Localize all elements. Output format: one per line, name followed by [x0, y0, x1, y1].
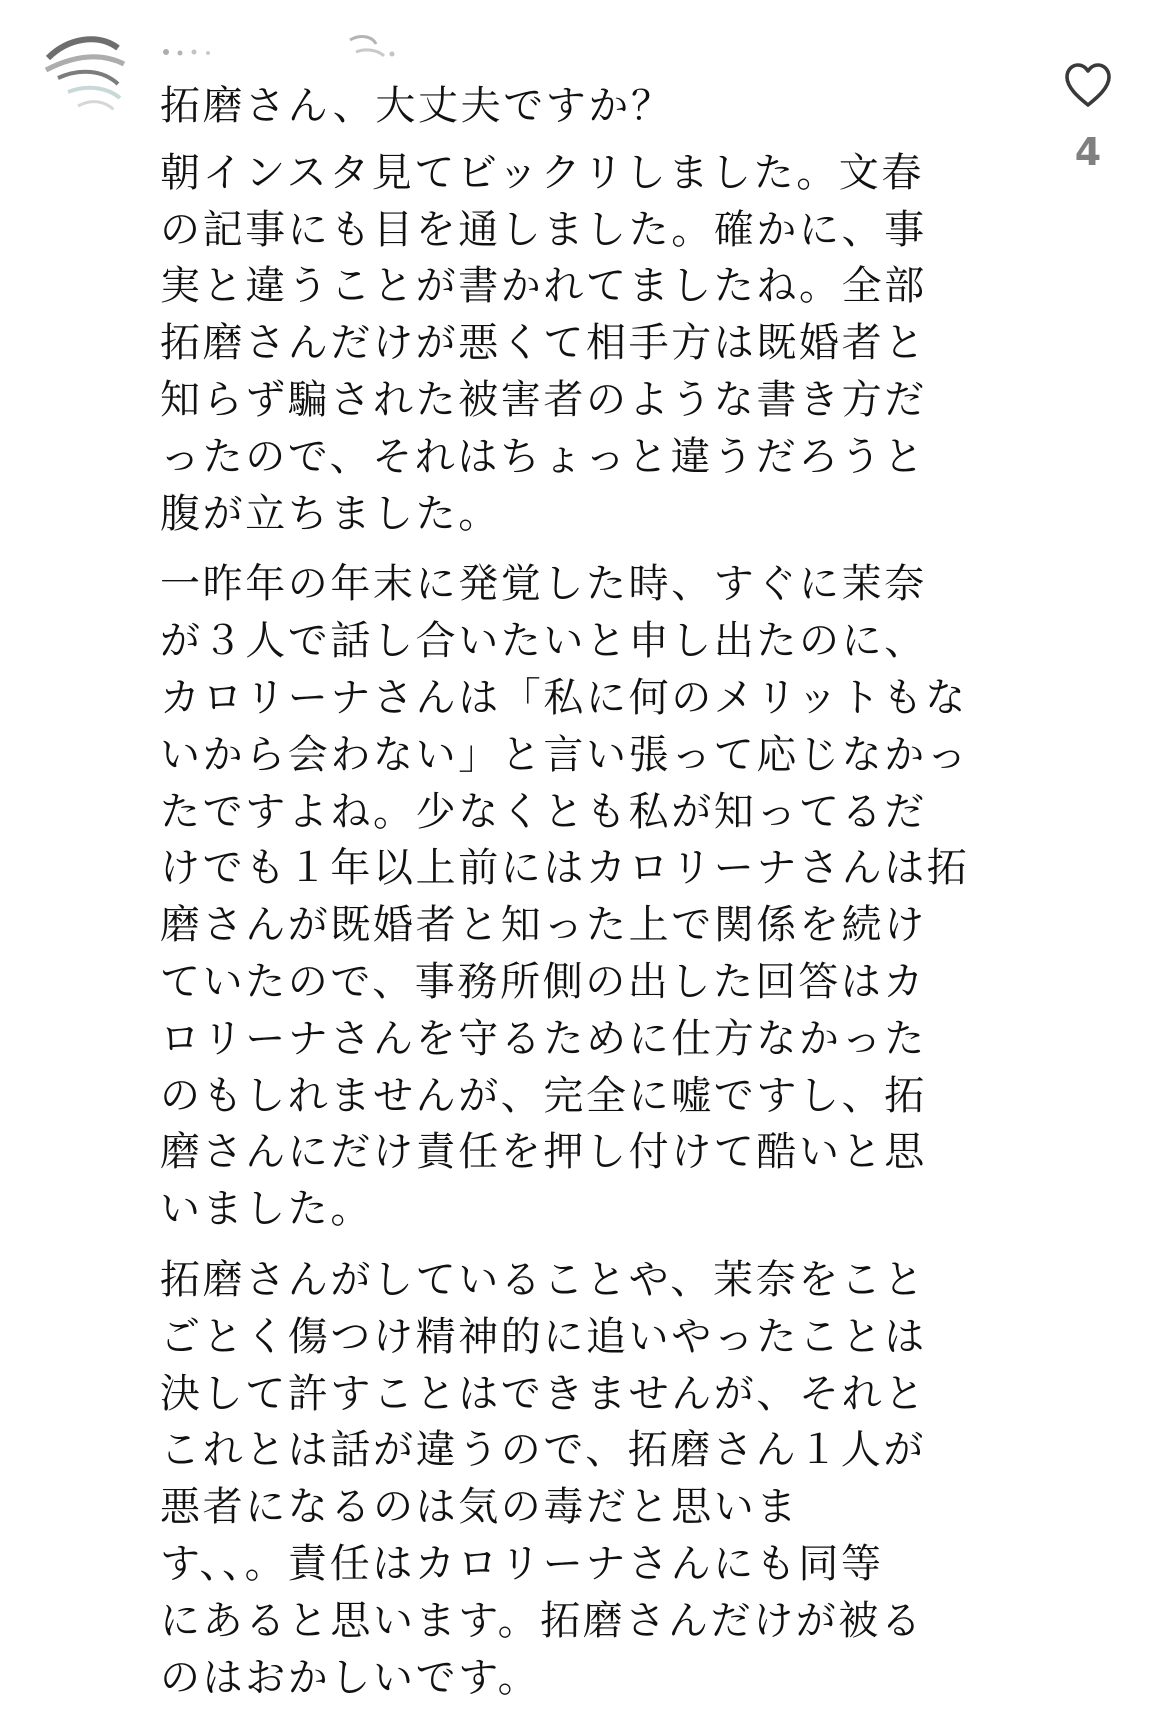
- username-redaction: [160, 30, 440, 64]
- avatar[interactable]: [38, 28, 130, 120]
- comment-paragraph: 朝インスタ見てビックリしました。文春 の記事にも目を通しました。確かに、事 実と違うことが書かれてましたね。全部 拓磨さんだけが悪くて相手方は既婚者と 知らず騙された被害者のような書き方だ ったので、それはちょっと違うだろうと 腹が立ちました。: [160, 149, 927, 537]
- avatar-image: [38, 28, 130, 120]
- heart-outline-icon: [1063, 62, 1113, 108]
- comment-body: [160, 78, 1010, 1720]
- comment-paragraph: 拓磨さん、大丈夫ですか？: [160, 83, 674, 129]
- username-blurred[interactable]: [160, 30, 440, 64]
- comment-paragraph: 拓磨さんがしていることや、茉奈をこと ごとく傷つけ精神的に追いやったことは 決して許すことはできませんが、それと これとは話が違うので、拓磨さん１人が 悪者になるのは気の毒だと思いま す、、。責任はカロリーナさんにも同等 にあると思います。拓磨さんだけが被る のはおかしいです。: [160, 1256, 927, 1701]
- like-count: 4: [1074, 130, 1102, 174]
- comment-paragraph: 一昨年の年末に発覚した時、すぐに茉奈 が３人で話し合いたいと申し出たのに、 カロリーナさんは「私に何のメリットもな いから会わない」と言い張って応じなかっ たですよね。少なくとも私が知ってるだ けでも１年以上前にはカロリーナさんは拓 磨さんが既婚者と知った上で関係を続け ていたので、事務所側の出した回答はカ ロリーナさんを守るために仕方なかった のもしれませんが、完全に嘘ですし、拓 磨さんにだけ責任を押し付けて酷いと思 いました。: [160, 561, 970, 1233]
- like-button[interactable]: [1058, 62, 1118, 174]
